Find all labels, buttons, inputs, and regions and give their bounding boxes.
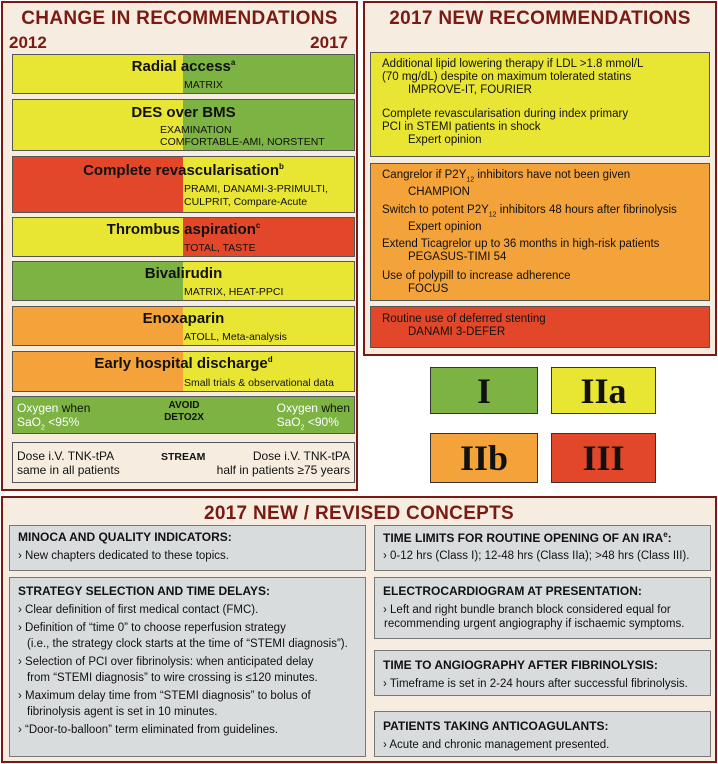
oxygen-recommendation-row <box>12 396 355 434</box>
recommendation-ticagrelor: Extend Ticagrelor up to 36 months in high-risk patients PEGASUS-TIMI 54 <box>382 238 660 263</box>
row-title: Enoxaparin <box>142 310 225 327</box>
recommendation-row-des-over-bms <box>12 99 355 151</box>
class-3-legend: III <box>551 433 656 483</box>
year-2017-label: 2017 <box>310 33 348 52</box>
recommendation-switch-p2y12: Switch to potent $P2Y_{12}$ inhibitors 48 hours after fibrinolysis Expert opinion <box>382 204 677 234</box>
concept-heading: MINOCA AND QUALITY INDICATORS: <box>18 530 232 544</box>
list-item: › Definition of “time 0” to choose reperfusion strategy (i.e., the strategy clock starts at the time of “STEMI diagnosis”). <box>18 622 348 650</box>
class-2b-legend: IIb <box>430 433 538 483</box>
recommendation-revascularisation-shock: Complete revascularisation during index primary PCI in STEMI patients in shock Expert opinion <box>382 108 629 146</box>
concept-heading: TIME LIMITS FOR ROUTINE OPENING OF AN IRA$^e$: <box>383 530 672 545</box>
concept-time-limits-ira <box>374 525 711 571</box>
concept-heading: STRATEGY SELECTION AND TIME DELAYS: <box>18 584 271 598</box>
concept-body <box>18 603 361 739</box>
recommendation-row-complete-revascularisation <box>12 156 355 213</box>
row-title: Early hospital discharge$^d$ <box>94 355 273 372</box>
row-title: DES over BMS <box>131 104 236 121</box>
list-item: › Clear definition of first medical contact (FMC). <box>18 604 259 616</box>
concept-angiography-timing <box>374 650 711 696</box>
recommendation-row-thrombus-aspiration <box>12 217 355 257</box>
tnk-trial-label: STREAM <box>161 451 206 463</box>
new-recommendations-class-2b-box <box>370 163 710 301</box>
trial-names: PRAMI, DANAMI-3-PRIMULTI, <box>184 183 328 195</box>
row-title: Radial access$^a$ <box>131 58 236 75</box>
trial-names: MATRIX, HEAT-PPCI <box>184 286 284 298</box>
concept-strategy-selection <box>9 577 366 757</box>
row-title: Complete revascularisation$^b$ <box>83 162 284 179</box>
recommendation-deferred-stenting: Routine use of deferred stenting DANAMI 3-DEFER <box>382 313 546 338</box>
recommendation-cangrelor: Cangrelor if $P2Y_{12}$ inhibitors have not been given CHAMPION <box>382 169 631 199</box>
recommendation-row-bivalirudin <box>12 261 355 301</box>
oxygen-2017-text: Oxygen when SaO$_2$ <90% <box>276 401 350 432</box>
recommendation-row-radial-access <box>12 54 355 94</box>
trial-names: EXAMINATION <box>160 124 232 136</box>
concept-anticoagulants <box>374 711 711 757</box>
concept-body: › Acute and chronic management presented. <box>383 739 610 751</box>
recommendation-polypill: Use of polypill to increase adherence FOCUS <box>382 270 571 295</box>
new-recommendations-class-2a-box <box>370 52 710 157</box>
trial-names: ATOLL, Meta-analysis <box>184 331 287 343</box>
concept-minoca <box>9 525 366 571</box>
trial-names: CULPRIT, Compare-Acute <box>184 196 308 208</box>
trial-names: Small trials & observational data <box>184 377 334 389</box>
class-1-legend: I <box>430 367 538 414</box>
trial-names: COMFORTABLE-AMI, NORSTENT <box>160 136 325 148</box>
change-in-recommendations-panel <box>1 1 358 491</box>
class-2a-legend: IIa <box>551 367 656 414</box>
list-item: › Selection of PCI over fibrinolysis: when anticipated delay from “STEMI diagnosis” to wire crossing is ≤120 minutes. <box>18 656 318 684</box>
trial-names: MATRIX <box>184 79 223 91</box>
recommendation-lipid-lowering: Additional lipid lowering therapy if LDL >1.8 mmol/L (70 mg/dL) despite on maximum tolerated statins IMPROVE-IT, FOURIER <box>382 58 644 96</box>
row-title: Thrombus aspiration$^c$ <box>106 221 261 238</box>
recommendation-row-early-hospital-discharge <box>12 351 355 392</box>
oxygen-2012-text: Oxygen when SaO$_2$ <95% <box>17 401 91 432</box>
trial-names: TOTAL, TASTE <box>184 242 256 254</box>
list-item: › “Door-to-balloon” term eliminated from guidelines. <box>18 724 279 736</box>
concept-heading: PATIENTS TAKING ANTICOAGULANTS: <box>383 719 609 733</box>
concept-body: › 0-12 hrs (Class I); 12-48 hrs (Class IIa); >48 hrs (Class III). <box>383 550 690 562</box>
list-item: › Maximum delay time from “STEMI diagnosis” to bolus of fibrinolysis agent is set in 10 minutes. <box>18 690 311 718</box>
concept-heading: TIME TO ANGIOGRAPHY AFTER FIBRINOLYSIS: <box>383 658 658 672</box>
panel-title: 2017 NEW RECOMMENDATIONS <box>389 8 691 29</box>
concept-body: › Left and right bundle branch block considered equal for recommending urgent angiography if ischaemic symptoms. <box>383 604 685 630</box>
concept-body: › New chapters dedicated to these topics. <box>18 550 229 562</box>
tnk-2017-text: Dose i.V. TNK-tPA half in patients ≥75 years <box>216 449 350 477</box>
year-2012-label: 2012 <box>9 33 47 52</box>
concept-body: › Timeframe is set in 2-24 hours after successful fibrinolysis. <box>383 678 688 690</box>
row-title: Bivalirudin <box>144 265 223 282</box>
panel-title: CHANGE IN RECOMMENDATIONS <box>21 8 338 29</box>
concept-electrocardiogram <box>374 577 711 639</box>
oxygen-trial-label: AVOID DETO2X <box>164 400 204 423</box>
recommendation-row-enoxaparin <box>12 306 355 346</box>
tnk-tpa-dose-row <box>12 442 355 483</box>
concept-heading: ELECTROCARDIOGRAM AT PRESENTATION: <box>383 584 642 598</box>
panel-title: 2017 NEW / REVISED CONCEPTS <box>203 503 515 524</box>
tnk-2012-text: Dose i.V. TNK-tPA same in all patients <box>17 449 120 477</box>
new-recommendations-class-3-box <box>370 306 710 348</box>
